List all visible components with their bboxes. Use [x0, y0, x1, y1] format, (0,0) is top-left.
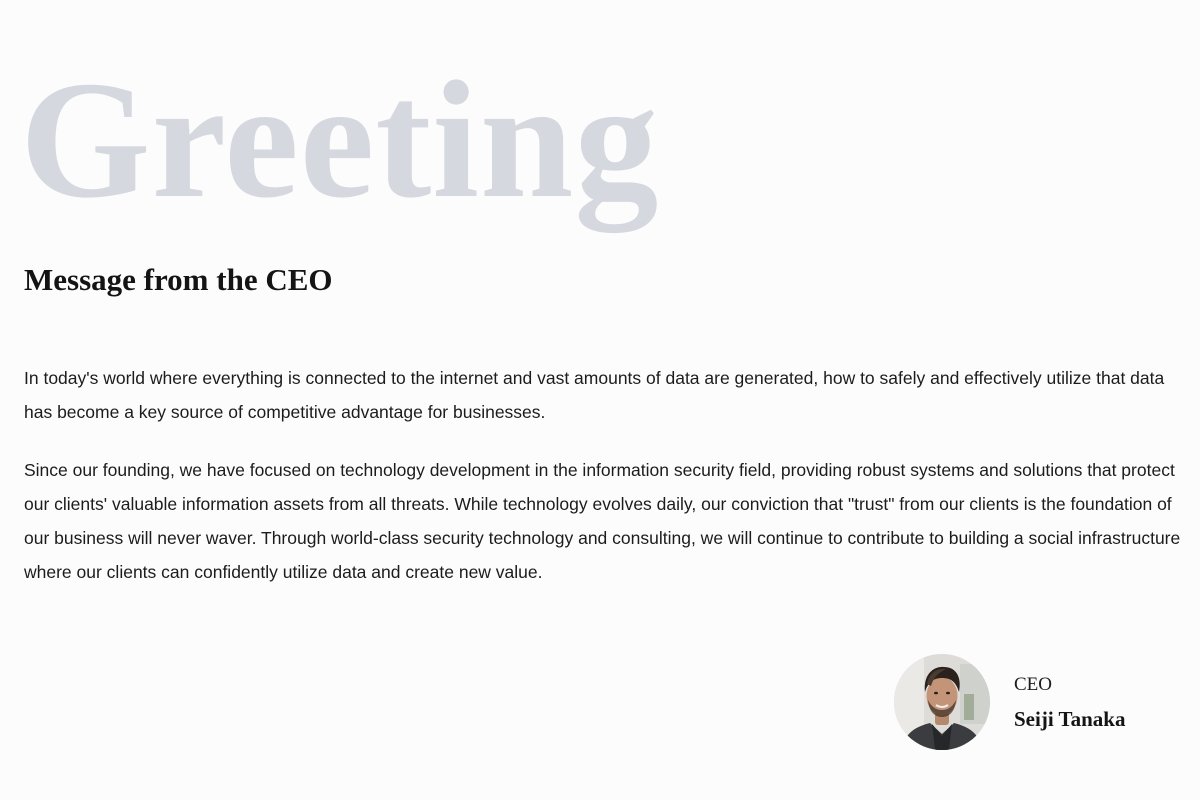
avatar — [894, 654, 990, 750]
ceo-message — [24, 361, 1184, 613]
signature-text — [1014, 672, 1125, 732]
signature-role: CEO — [1014, 674, 1052, 695]
ceo-portrait-icon — [894, 654, 990, 750]
ceo-signature — [894, 654, 1125, 750]
section-title: Message from the CEO — [24, 262, 333, 297]
message-paragraph-2: Since our founding, we have focused on technology development in the information security field, providing robust systems and solutions that protect our clients' valuable information assets from all threats. While technology evolves daily, our conviction that "trust" from our clients is the foundation of our business will never waver. Through world-class security technology and consulting, we will continue to contribute to building a social infrastructure where our clients can confidently utilize data and create new value. — [24, 460, 1181, 582]
signature-name: Seiji Tanaka — [1014, 707, 1126, 731]
hero-greeting-word: Greeting — [20, 47, 660, 233]
message-paragraph-1: In today's world where everything is connected to the internet and vast amounts of data are generated, how to safely and effectively utilize that data has become a key source of competitive advantage for businesses. — [24, 368, 1165, 422]
